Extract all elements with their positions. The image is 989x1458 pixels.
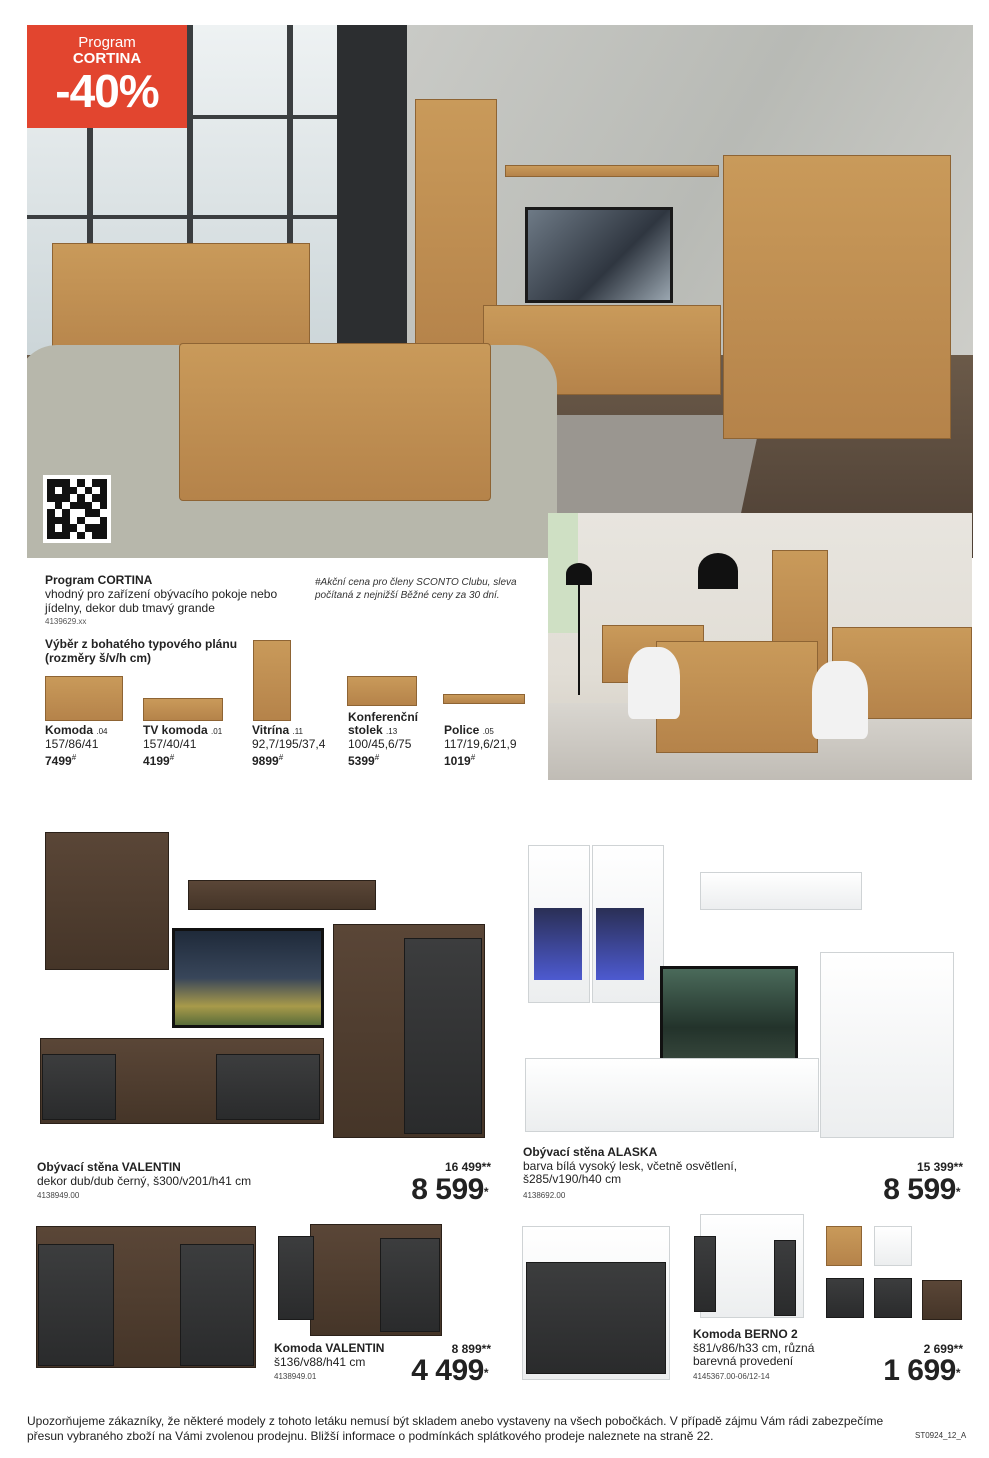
item-code: .13 — [386, 727, 398, 736]
item-tv-komoda — [143, 724, 222, 768]
item-price-mark: # — [470, 753, 476, 762]
program-info-panel — [27, 558, 545, 780]
vitrina-thumb — [253, 640, 291, 721]
wall-cabinet-image — [45, 832, 169, 970]
valentin-wall-desc: dekor dub/dub černý, š300/v201/h41 cm — [37, 1174, 252, 1188]
highboard-image — [820, 952, 954, 1138]
chair — [812, 661, 868, 739]
badge-line2: CORTINA — [72, 50, 142, 67]
item-name: Komoda — [45, 723, 93, 737]
price-value: 8 599 — [883, 1173, 956, 1206]
item-code: .05 — [482, 727, 494, 736]
berno-open-door — [774, 1240, 796, 1316]
item-code: .04 — [96, 727, 108, 736]
valentin-wall-code: 4138949.00 — [37, 1191, 80, 1200]
berno-name: Komoda BERNO 2 — [693, 1327, 798, 1341]
price-mark: * — [955, 1185, 960, 1199]
berno-code: 4145367.00-06/12-14 — [693, 1372, 770, 1381]
coffee-table-image — [179, 343, 491, 501]
discount-badge — [27, 25, 187, 128]
price-value: 1 699 — [883, 1354, 956, 1387]
item-name: Police — [444, 723, 480, 737]
berno-variant-thumb — [874, 1226, 912, 1266]
item-police — [444, 724, 517, 768]
item-price: 5399 — [348, 754, 375, 768]
chest-open-door — [380, 1238, 440, 1332]
floor-lamp-pole — [578, 585, 580, 695]
valentin-chest-price — [350, 1356, 488, 1386]
berno-variant-thumb — [826, 1278, 864, 1318]
item-dims: 157/86/41 — [45, 737, 99, 751]
price-mark: * — [483, 1185, 488, 1199]
shelf-image — [505, 165, 719, 177]
item-dims: 117/19,6/21,9 — [444, 737, 517, 751]
badge-discount: -40% — [55, 65, 159, 117]
wall-shelf-image — [700, 872, 862, 910]
item-price-mark: # — [169, 753, 175, 762]
berno-door — [526, 1262, 666, 1374]
tv-komoda-thumb — [143, 698, 223, 721]
valentin-wall-name: Obývací stěna VALENTIN — [37, 1160, 181, 1174]
alaska-wall-old-price: 15 399** — [916, 1160, 963, 1174]
price-value: 4 499 — [411, 1354, 484, 1387]
alaska-wall-price — [822, 1175, 960, 1205]
valentin-chest-code: 4138949.01 — [274, 1372, 317, 1381]
item-dims: 92,7/195/37,4 — [252, 737, 326, 751]
tv-image — [525, 207, 673, 303]
qr-code[interactable] — [43, 475, 111, 543]
item-vitrina — [252, 724, 325, 768]
price-mark: * — [955, 1366, 960, 1380]
item-price-mark: # — [374, 753, 380, 762]
dining-room-photo — [548, 513, 972, 780]
item-price: 9899 — [252, 754, 279, 768]
program-description: vhodný pro zařízení obývacího pokoje nebo jídelny, dekor dub tmavý grande — [45, 587, 278, 615]
berno-variant-thumb — [826, 1226, 862, 1266]
item-konferencni-stolek — [348, 711, 438, 768]
tv-image — [660, 966, 798, 1070]
item-name: Konferenční stolek — [348, 710, 419, 737]
item-name: TV komoda — [143, 723, 208, 737]
chest-door — [38, 1244, 114, 1366]
valentin-chest-desc: š136/v88/h41 cm — [274, 1355, 366, 1369]
valentin-chest-old-price: 8 899** — [451, 1342, 491, 1356]
price-mark: * — [483, 1366, 488, 1380]
tv-image — [172, 928, 324, 1028]
chair — [628, 647, 680, 719]
item-code: .01 — [211, 727, 223, 736]
berno-old-price: 2 699** — [923, 1342, 963, 1356]
tv-stand-door — [42, 1054, 116, 1120]
highboard-image — [723, 155, 951, 439]
tv-stand-image — [525, 1058, 819, 1132]
berno-price — [822, 1356, 960, 1386]
badge-line1: Program — [78, 34, 136, 51]
item-price-mark: # — [71, 753, 77, 762]
program-code: 4139629.xx — [45, 617, 87, 626]
wall-shelf-image — [188, 880, 376, 910]
choice-heading: Výběr z bohatého typového plánu (rozměry š/v/h cm) — [45, 637, 238, 665]
police-thumb — [443, 694, 525, 704]
valentin-chest-name: Komoda VALENTIN — [274, 1341, 385, 1355]
berno-variant-thumb — [874, 1278, 912, 1318]
berno-desc: š81/v86/h33 cm, různá barevná provedení — [693, 1341, 815, 1368]
item-price: 7499 — [45, 754, 72, 768]
item-price-mark: # — [278, 753, 284, 762]
item-code: .11 — [292, 727, 303, 736]
alaska-wall-name: Obývací stěna ALASKA — [523, 1145, 658, 1159]
bookcase-door — [404, 938, 482, 1134]
chest-open-door — [278, 1236, 314, 1320]
item-name: Vitrína — [252, 723, 290, 737]
berno-variant-thumb — [922, 1280, 962, 1320]
chest-door — [180, 1244, 254, 1366]
berno-open-door — [694, 1236, 716, 1312]
valentin-wall-old-price: 16 499** — [444, 1160, 491, 1174]
footer-disclaimer: Upozorňujeme zákazníky, že některé modely z tohoto letáku nemusí být skladem anebo vystaveny na všech pobočkách. V případě zájmu Vám rádi zabezpečíme přesun vybraného zboží na Vámi zvolenou prodejnu. Bližší informace o podmínkách splátkového prodeje naleznete na straně 22. — [27, 1414, 884, 1443]
pendant-lamp — [698, 553, 738, 589]
price-value: 8 599 — [411, 1173, 484, 1206]
item-komoda — [45, 724, 107, 768]
valentin-wall-price — [350, 1175, 488, 1205]
vitrina-glass — [534, 908, 582, 980]
konferencni-stolek-thumb — [347, 676, 417, 706]
alaska-wall-code: 4138692.00 — [523, 1191, 566, 1200]
alaska-wall-desc: barva bílá vysoký lesk, včetně osvětlení, š285/v190/h40 cm — [523, 1159, 738, 1186]
komoda-thumb — [45, 676, 123, 721]
program-title: Program CORTINA — [45, 573, 153, 587]
club-price-note: #Akční cena pro členy SCONTO Clubu, sleva počítaná z nejnižší Běžné ceny za 30 dní. — [315, 577, 517, 601]
page-code: ST0924_12_A — [915, 1431, 967, 1440]
item-price: 4199 — [143, 754, 170, 768]
dining-table-image — [656, 641, 818, 753]
item-dims: 100/45,6/75 — [348, 737, 412, 751]
item-price: 1019 — [444, 754, 471, 768]
vitrina-glass — [596, 908, 644, 980]
floor-lamp — [566, 563, 592, 585]
tv-stand-door — [216, 1054, 320, 1120]
item-dims: 157/40/41 — [143, 737, 197, 751]
